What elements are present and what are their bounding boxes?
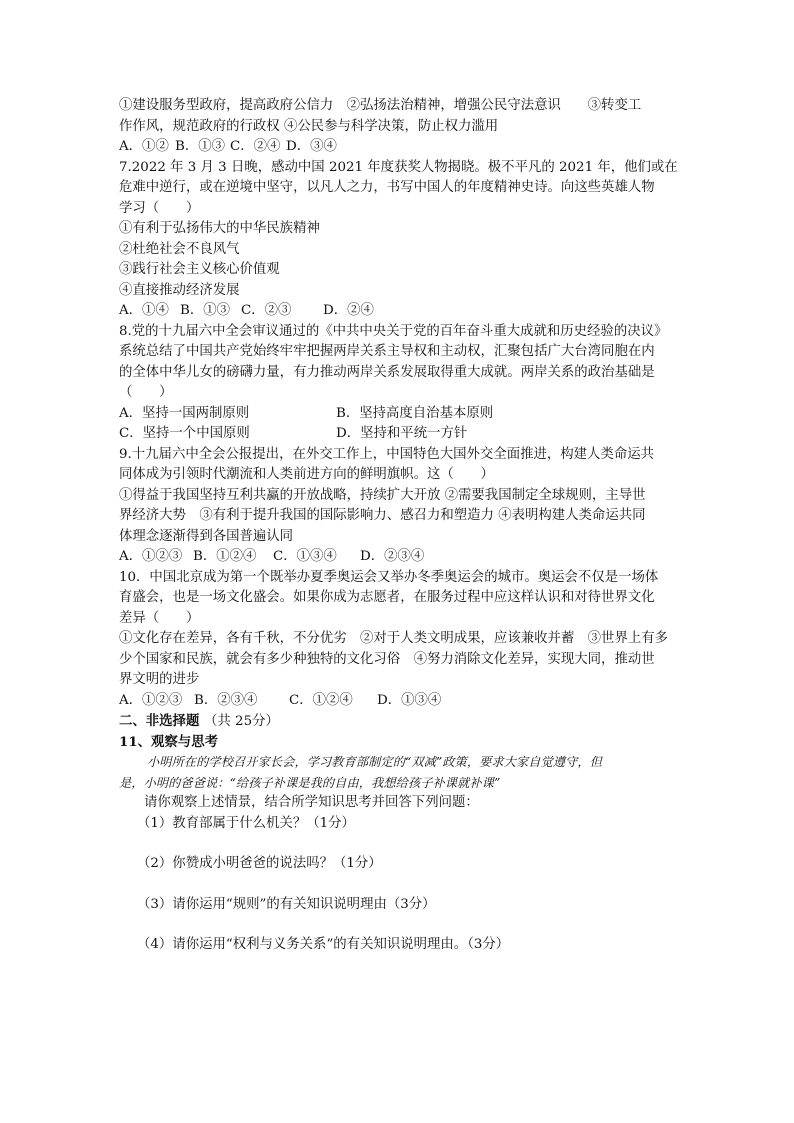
q11-subquestion-4: （4）请你运用“权利与义务关系”的有关知识说明理由。（3分） [137,937,510,952]
q10-option-b[interactable]: B．②③④ [194,692,258,708]
q10-option-c[interactable]: C．①②④ [289,692,353,708]
q11-subquestion-1: （1）教育部属于什么机关？（1分） [137,815,355,831]
q8-stem-line: 的全体中华儿女的磅礴力量，有力推动两岸关系发展取得重大成就。两岸关系的政治基础是 [119,364,655,380]
q10-stem-line: 少个国家和民族，就会有多少种独特的文化习俗 ④努力消除文化差异，实现大同，推动世 [119,651,655,667]
q11-scenario-line-1: 小明所在的学校召开家长会，学习教育部制定的“双减”政策，要求大家自觉遵守，但 [147,755,603,769]
section-heading [119,711,679,732]
q7-item: ③践行社会主义核心价值观 [119,262,280,277]
q11-subquestion-3: （3）请你运用“规则”的有关知识说明理由（3分） [137,896,436,912]
q11-prompt: 请你观察上述情景，结合所学知识思考并回答下列问题： [144,795,479,810]
q11-title: 11、观察与思考 [119,733,218,750]
q9-options [119,547,679,568]
q7-stem-line: 危难中逆行，或在逆境中坚守，以凡人之力，书写中国人的年度精神史诗。向这些英雄人物 [119,180,655,195]
q9-stem-line: 9.十九届六中全会公报提出，在外交工作上，中国特色大国外交全面推进，构建人类命运共 [119,446,655,462]
q10-option-d[interactable]: D．①③④ [377,692,442,708]
q8-stem-line: （ ） [119,385,173,400]
q11-scenario-line-2: 是，小明的爸爸说：“给孩子补课是我的自由，我想给孩子补课就补课” [119,775,501,790]
q9-stem-line: 界经济大势 ③有利于提升我国的国际影响力、感召力和塑造力 ④表明构建人类命运共同 [119,508,646,523]
q7-item: ①有利于弘扬伟大的中华民族精神 [119,221,320,236]
q8-stem-line: 系统总结了中国共产党始终牢牢把握两岸关系主导权和主动权，汇聚包括广大台湾同胞在内 [119,344,655,359]
q7-stem-line: 7.2022 年 3 月 3 日晚，感动中国 2021 年度获奖人物揭晓。极不平凡的 2021 年，他们或在 [119,159,678,175]
section-title: 二、非选择题 [119,713,200,729]
q6-option-c[interactable]: C．②④ [230,139,281,154]
q6-choices-line-1: ①建设服务型政府，提高政府公信力 ②弘扬法治精神，增强公民守法意识 ③转变工 [119,98,642,113]
q8-stem-line: 8.党的十九届六中全会审议通过的《中共中央关于党的百年奋斗重大成就和历史经验的决议》 [119,323,668,339]
q10-stem-line: ①文化存在差异，各有千秋，不分优劣 ②对于人类文明成果，应该兼收并蓄 ③世界上有多 [119,631,669,646]
section-score: （共 25分） [204,714,279,729]
q6-option-a[interactable]: A．①② [119,139,169,154]
q6-choices-line-2: 作作风，规范政府的行政权 ④公民参与科学决策，防止权力滥用 [119,118,499,134]
q8-options-row-1 [119,404,679,425]
exam-content [119,96,679,956]
q7-option-a[interactable]: A．①④ [119,303,169,318]
q10-option-a[interactable]: A．①②③ [119,692,183,708]
q6-option-d[interactable]: D．③④ [286,139,337,154]
q11-subquestion-2: （2）你赞成小明爸爸的说法吗？（1分） [137,856,382,871]
q6-options [119,137,679,158]
q7-option-c[interactable]: C．②③ [241,303,292,318]
q9-option-c[interactable]: C．①③④ [273,549,337,564]
q7-options [119,301,679,322]
q10-options [119,691,679,712]
q10-stem-line: 10．中国北京成为第一个既举办夏季奥运会又举办冬季奥运会的城市。奥运会不仅是一场体 [119,569,659,585]
q7-option-d[interactable]: D．②④ [323,303,374,318]
q8-option-b[interactable]: B．坚持高度自治基本原则 [336,405,494,421]
q10-stem-line: 界文明的进步 [119,672,200,687]
q9-option-a[interactable]: A．①②③ [119,549,183,564]
q7-item: ②杜绝社会不良风气 [119,241,240,257]
q7-item: ④直接推动经济发展 [119,282,240,298]
q6-option-b[interactable]: B．①③ [175,139,226,154]
q9-option-d[interactable]: D．②③④ [360,549,425,564]
q8-option-a[interactable]: A．坚持一国两制原则 [119,405,250,421]
q8-options-row-2 [119,424,679,445]
q10-stem-line: 差异（ ） [119,610,200,626]
q9-stem-line: 体理念逐渐得到各国普遍认同 [119,528,294,544]
q8-option-c[interactable]: C．坚持一个中国原则 [119,426,250,441]
q8-option-d[interactable]: D．坚持和平统一方针 [336,426,468,441]
q10-stem-line: 育盛会，也是一场文化盛会。如果你成为志愿者，在服务过程中应这样认识和对待世界文化 [119,590,655,605]
q9-stem-line: 同体成为引领时代潮流和人类前进方向的鲜明旗帜。这（ ） [119,467,494,482]
q7-stem-line: 学习（ ） [119,200,200,216]
q9-option-b[interactable]: B．①②④ [193,549,257,564]
q7-option-b[interactable]: B．①③ [180,303,231,318]
q9-stem-line: ①得益于我国坚持互利共赢的开放战略，持续扩大开放 ②需要我国制定全球规则，主导世 [119,487,646,503]
